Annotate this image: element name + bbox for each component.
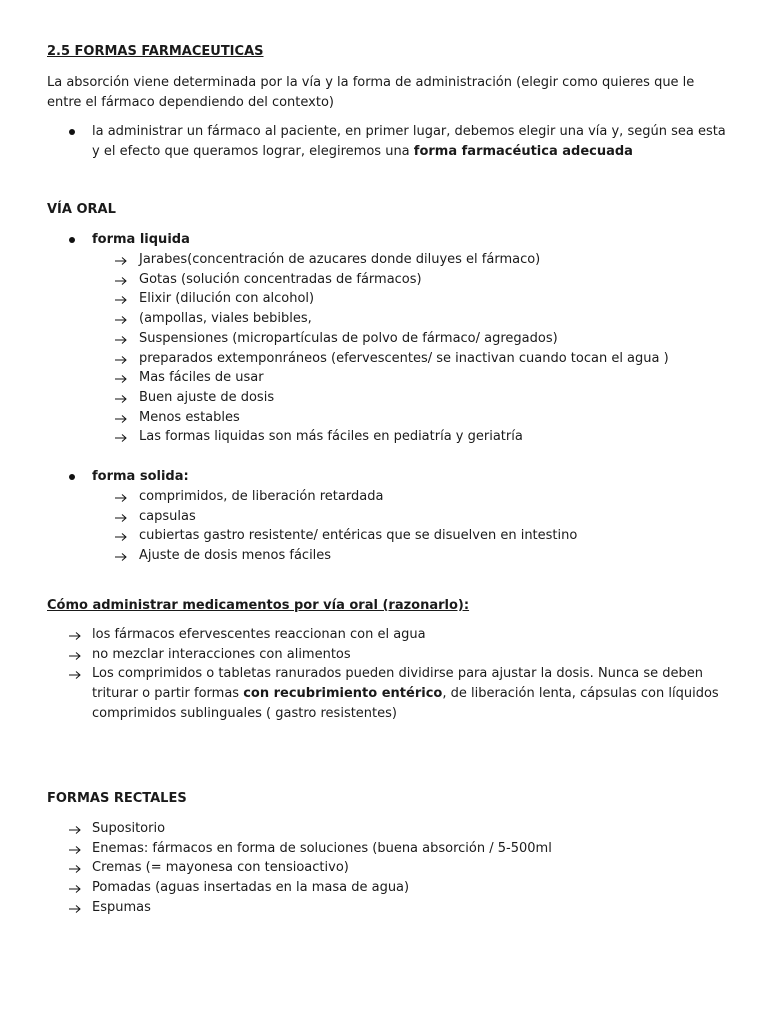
bullet-1-line-1: la administrar un fármaco al paciente, en primer lugar, debemos elegir una vía y, según sea esta — [92, 124, 726, 139]
arrow-icon — [69, 864, 81, 874]
intro-line-2: entre el fármaco dependiendo del contexto) — [47, 95, 334, 110]
arrow-icon — [69, 884, 81, 894]
rectales-item: Enemas: fármacos en forma de soluciones (buena absorción / 5-500ml — [92, 840, 552, 856]
bullet-1-line-2 — [92, 143, 633, 161]
rectales-item: Supositorio — [92, 821, 166, 836]
arrow-icon — [115, 374, 127, 384]
rectales-item: Espumas — [92, 899, 151, 915]
liquida-item: Las formas liquidas son más fáciles en pediatría y geriatría — [139, 429, 523, 445]
arrow-icon — [115, 493, 127, 503]
liquida-item: Menos estables — [139, 409, 240, 425]
como-item-3-line-1: Los comprimidos o tabletas ranurados pueden dividirse para ajustar la dosis. Nunca se deben — [92, 666, 704, 681]
forma-solida-label-line — [92, 468, 189, 486]
forma-solida-colon: : — [183, 469, 189, 484]
como-item-3-text-a: triturar o partir formas — [92, 686, 244, 701]
arrow-icon — [115, 335, 127, 345]
rectales-item: Pomadas (aguas insertadas en la masa de agua) — [92, 880, 410, 896]
arrow-icon — [115, 394, 127, 404]
arrow-icon — [69, 631, 81, 641]
como-heading: Cómo administrar medicamentos por vía oral (razonarlo): — [47, 598, 470, 613]
arrow-icon — [69, 845, 81, 855]
como-item-1: los fármacos efervescentes reaccionan con el agua — [92, 627, 426, 642]
arrow-icon — [115, 552, 127, 562]
arrow-icon — [115, 256, 127, 266]
solida-item: Ajuste de dosis menos fáciles — [139, 548, 332, 564]
liquida-item: Gotas (solución concentradas de fármacos) — [139, 271, 422, 287]
bullet-icon — [69, 237, 75, 243]
como-item-3-text-b: , de liberación lenta, cápsulas con líquidos — [442, 686, 719, 701]
como-item-2: no mezclar interacciones con alimentos — [92, 647, 351, 662]
forma-liquida-label: forma liquida — [92, 232, 190, 247]
liquida-item: Jarabes(concentración de azucares donde diluyes el fármaco) — [139, 252, 541, 267]
arrow-icon — [115, 276, 127, 286]
arrow-icon — [115, 433, 127, 443]
bullet-1-line-2-text: y el efecto que queramos lograr, elegiremos una — [92, 144, 414, 159]
como-item-3-emphasis: con recubrimiento entérico — [243, 686, 443, 701]
forma-solida-label: forma solida — [92, 469, 184, 484]
arrow-icon — [115, 414, 127, 424]
solida-item: comprimidos, de liberación retardada — [139, 489, 384, 504]
arrow-icon — [69, 670, 81, 680]
solida-item: capsulas — [139, 508, 196, 524]
arrow-icon — [69, 825, 81, 835]
como-item-3-line-2 — [92, 685, 719, 703]
liquida-item: Mas fáciles de usar — [139, 370, 264, 386]
liquida-item: preparados extemponráneos (efervescentes/ se inactivan cuando tocan el agua ) — [139, 350, 669, 366]
via-oral-heading: VÍA ORAL — [47, 202, 116, 217]
liquida-item: Buen ajuste de dosis — [139, 389, 275, 405]
bullet-icon — [69, 474, 75, 480]
liquida-item: Suspensiones (micropartículas de polvo de fármaco/ agregados) — [139, 330, 558, 346]
liquida-item: (ampollas, viales bebibles, — [139, 311, 312, 327]
rectales-heading: FORMAS RECTALES — [47, 791, 187, 806]
arrow-icon — [115, 532, 127, 542]
bullet-icon — [69, 129, 75, 135]
bullet-1-emphasis: forma farmacéutica adecuada — [413, 144, 633, 159]
intro-line-1: La absorción viene determinada por la vía y la forma de administración (elegir como quieres que le — [47, 75, 695, 90]
rectales-item: Cremas (= mayonesa con tensioactivo) — [92, 860, 349, 876]
solida-item: cubiertas gastro resistente/ entéricas que se disuelven en intestino — [139, 528, 578, 544]
arrow-icon — [115, 315, 127, 325]
arrow-icon — [115, 295, 127, 305]
arrow-icon — [69, 904, 81, 914]
como-item-3-line-3: comprimidos sublinguales ( gastro resistentes) — [92, 706, 397, 721]
section-title: 2.5 FORMAS FARMACEUTICAS — [47, 44, 264, 59]
arrow-icon — [115, 355, 127, 365]
liquida-item: Elixir (dilución con alcohol) — [139, 291, 315, 307]
arrow-icon — [115, 513, 127, 523]
arrow-icon — [69, 651, 81, 661]
